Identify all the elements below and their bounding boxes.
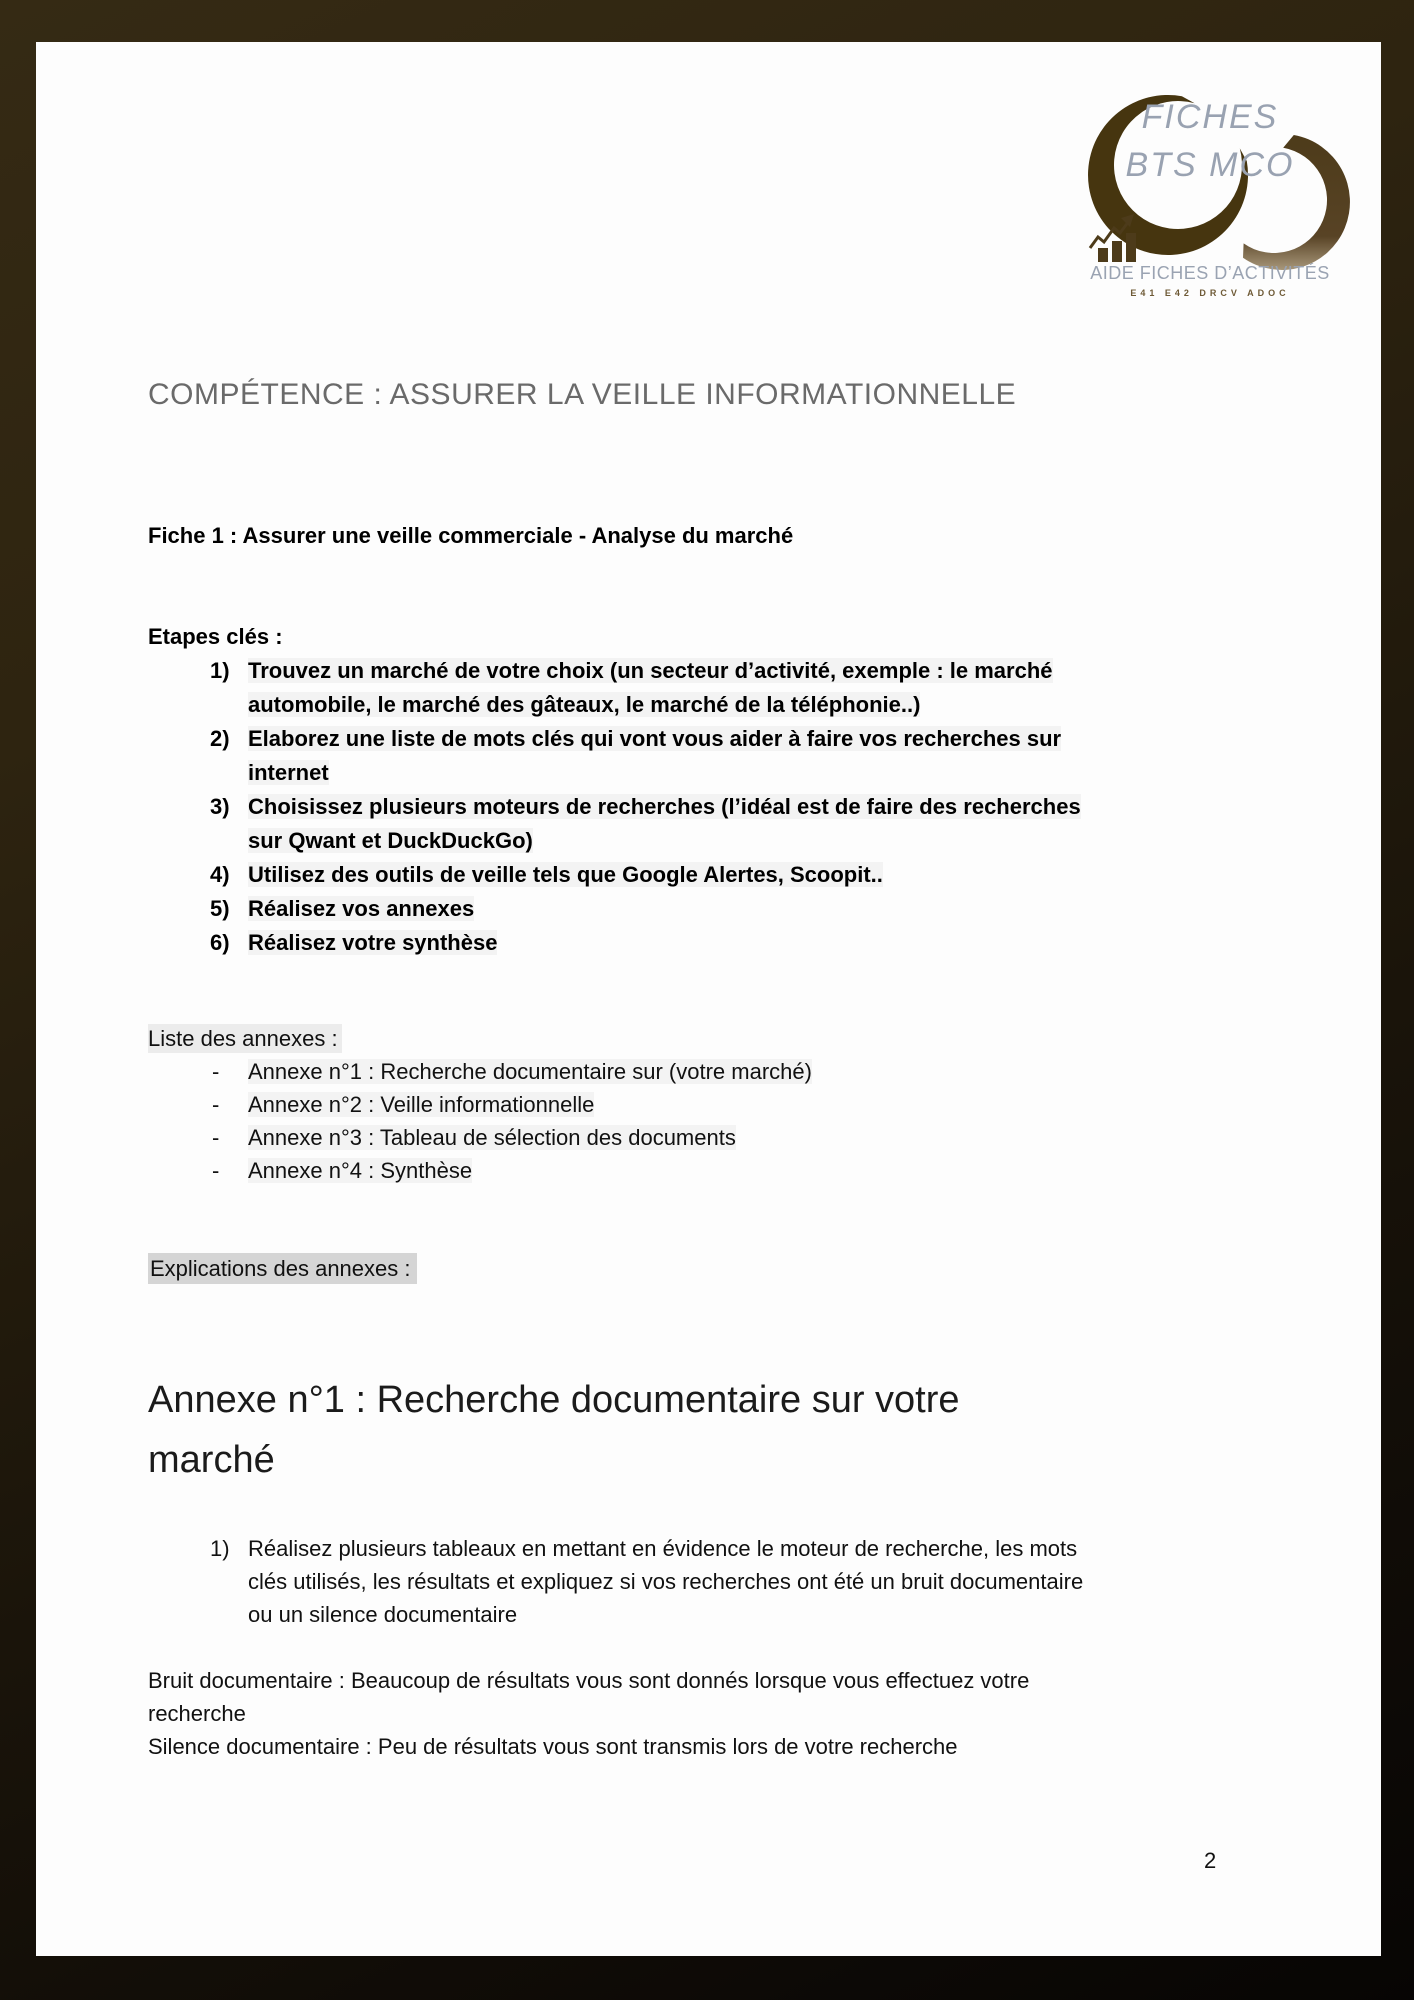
steps-section: [148, 620, 1088, 960]
definitions-section: [148, 1664, 1083, 1763]
explications-heading: [148, 1252, 417, 1285]
annexe-item: [248, 1154, 1088, 1187]
annexe-item-text: Annexe n°4 : Synthèse: [248, 1158, 473, 1183]
annexes-heading-text: Liste des annexes :: [148, 1024, 342, 1053]
step-item: [248, 722, 1088, 790]
bruit-paragraph: Bruit documentaire : Beaucoup de résultats vous sont donnés lorsque vous effectuez votre recherche: [148, 1668, 1030, 1726]
logo-title-line2: BTS MCO: [1125, 146, 1295, 184]
annexe-item: [248, 1088, 1088, 1121]
steps-list: [248, 654, 1088, 960]
annexe-item-text: Annexe n°2 : Veille informationnelle: [248, 1092, 595, 1117]
annexe1-item: [210, 1532, 1110, 1631]
explications-heading-text: Explications des annexes :: [148, 1253, 417, 1284]
step-item-text: Utilisez des outils de veille tels que Google Alertes, Scoopit..: [248, 862, 883, 887]
logo-subtitle: AIDE FICHES D’ACTIVITÉS: [1090, 263, 1330, 283]
step-item: [248, 858, 1088, 892]
step-item: [248, 654, 1088, 722]
logo: [1050, 82, 1370, 312]
annexe-item: [248, 1121, 1088, 1154]
page-number: 2: [1204, 1848, 1217, 1873]
step-item-text: Elaborez une liste de mots clés qui vont vous aider à faire vos recherches sur internet: [248, 726, 1062, 785]
step-item: [248, 892, 1088, 926]
annexes-list: [248, 1055, 1088, 1187]
logo-tagline: E41 E42 DRCV ADOC: [1130, 288, 1290, 298]
annexe1-item-marker: 1): [210, 1536, 230, 1561]
step-item-text: Choisissez plusieurs moteurs de recherches (l’idéal est de faire des recherches sur Qwant et DuckDuckGo): [248, 794, 1081, 853]
annexe1-heading: Annexe n°1 : Recherche documentaire sur votre marché: [148, 1379, 960, 1481]
step-item-text: Réalisez vos annexes: [248, 896, 475, 921]
annexe-item-text: Annexe n°3 : Tableau de sélection des documents: [248, 1125, 736, 1150]
step-item-text: Réalisez votre synthèse: [248, 930, 498, 955]
step-item: [248, 790, 1088, 858]
step-item: [248, 926, 1088, 960]
annexes-heading: [148, 1022, 1088, 1055]
silence-paragraph: Silence documentaire : Peu de résultats vous sont transmis lors de votre recherche: [148, 1734, 958, 1759]
annexes-section: [148, 1022, 1088, 1187]
annexe-item: [248, 1055, 1088, 1088]
page-title: COMPÉTENCE : ASSURER LA VEILLE INFORMATIONNELLE: [148, 378, 1017, 411]
steps-heading: Etapes clés :: [148, 624, 283, 649]
annexe1-item-text: Réalisez plusieurs tableaux en mettant en évidence le moteur de recherche, les mots clés utilisés, les résultats et expliquez si vos recherches ont été un bruit documentaire ou un silence documentaire: [248, 1536, 1084, 1627]
fiche-subtitle: Fiche 1 : Assurer une veille commerciale - Analyse du marché: [148, 523, 794, 548]
document-page: [36, 42, 1381, 1956]
annexe-item-text: Annexe n°1 : Recherche documentaire sur (votre marché): [248, 1059, 812, 1084]
logo-title-line1: FICHES: [1141, 98, 1279, 136]
step-item-text: Trouvez un marché de votre choix (un secteur d’activité, exemple : le marché automobile, le marché des gâteaux, le marché de la téléphonie..): [248, 658, 1053, 717]
